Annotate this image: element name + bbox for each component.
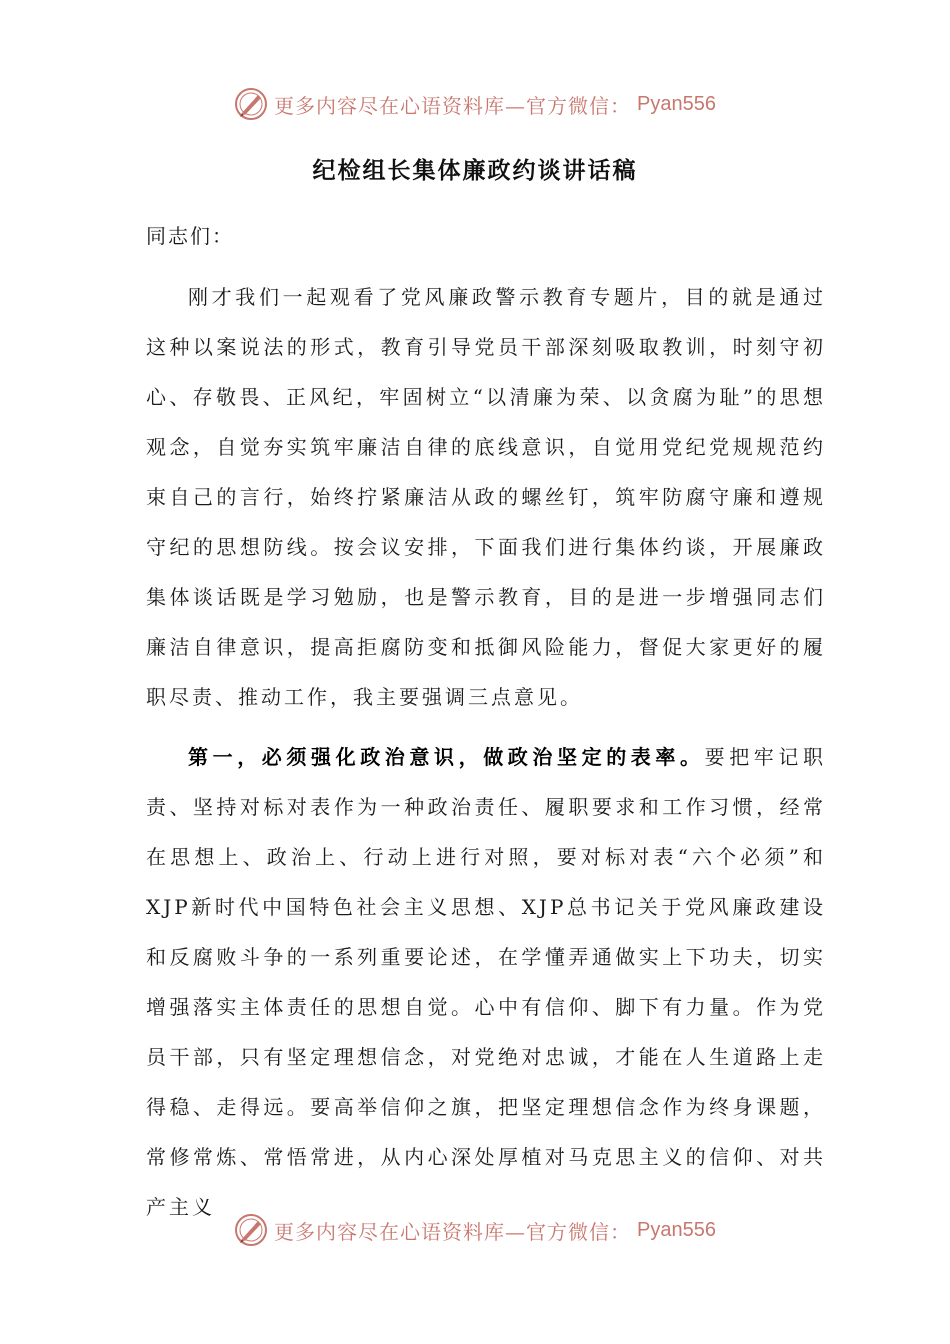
quill-logo-icon [234,1213,268,1247]
salutation: 同志们： [146,224,234,248]
document-title: 纪检组长集体廉政约谈讲话稿 [312,157,638,184]
footer-watermark-banner [0,1210,950,1250]
wechat-id: Pyan556 [637,92,716,115]
paragraph-point-one [146,732,826,1232]
wechat-id: Pyan556 [637,1218,716,1241]
paragraph-intro: 刚才我们一起观看了党风廉政警示教育专题片，目的就是通过这种以案说法的形式，教育引导党员干部深刻吸取教训，时刻守初心、存敬畏、正风纪，牢固树立“以清廉为荣、以贪腐为耻”的思想观念，自觉夯实筑牢廉洁自律的底线意识，自觉用党纪党规规范约束自己的言行，始终拧紧廉洁从政的螺丝钉，筑牢防腐守廉和遵规守纪的思想防线。按会议安排，下面我们进行集体约谈，开展廉政集体谈话既是学习勉励，也是警示教育，目的是进一步增强同志们廉洁自律意识，提高拒腐防变和抵御风险能力，督促大家更好的履职尽责、推动工作，我主要强调三点意见。 [146,285,826,709]
watermark-text: 更多内容尽在心语资料库—官方微信： [274,1219,632,1244]
point-one-heading: 第一，必须强化政治意识，做政治坚定的表率。 [188,745,705,769]
header-watermark-banner [0,84,950,124]
watermark-text: 更多内容尽在心语资料库—官方微信： [274,93,632,118]
point-one-body: 要把牢记职责、坚持对标对表作为一种政治责任、履职要求和工作习惯，经常在思想上、政治上、行动上进行对照，要对标对表“六个必须”和XJP新时代中国特色社会主义思想、XJP总书记关于党风廉政建设和反腐败斗争的一系列重要论述，在学懂弄通做实上下功夫，切实增强落实主体责任的思想自觉。心中有信仰、脚下有力量。作为党员干部，只有坚定理想信念，对党绝对忠诚，才能在人生道路上走得稳、走得远。要高举信仰之旗，把坚定理想信念作为终身课题，常修常炼、常悟常进，从内心深处厚植对马克思主义的信仰、对共产主义 [146,745,827,1219]
quill-logo-icon [234,87,268,121]
